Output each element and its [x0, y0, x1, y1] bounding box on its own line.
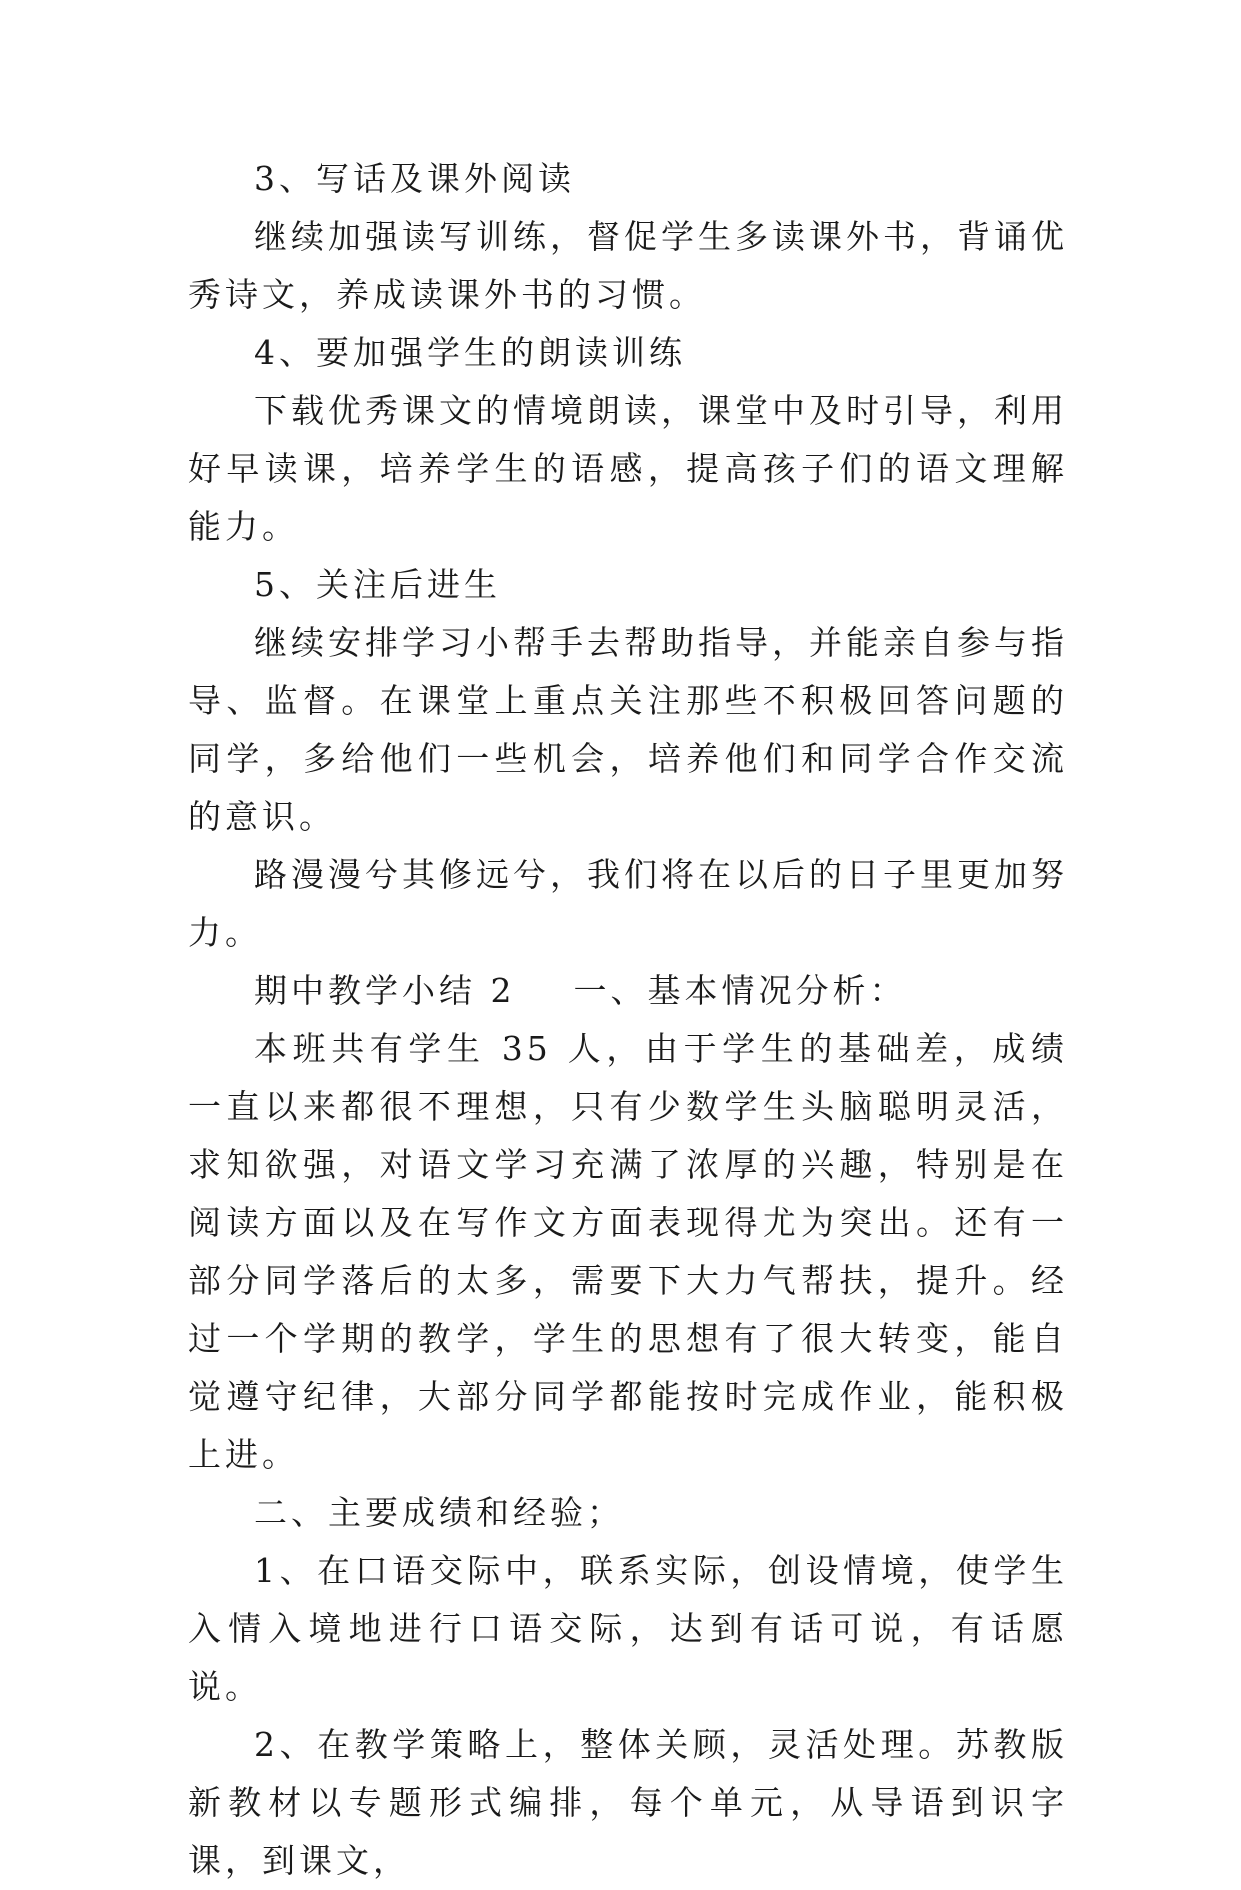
- heading-struggling-students: 5、关注后进生: [254, 565, 501, 604]
- paragraph-class-overview: 本班共有学生 35 人，由于学生的基础差，成绩一直以来都很不理想，只有少数学生头脑聪明灵活，求知欲强，对语文学习充满了浓厚的兴趣，特别是在阅读方面以及在写作文方面表现得尤为突出。还有一部分同学落后的太多，需要下大力气帮扶，提升。经过一个学期的教学，学生的思想有了很大转变，能自觉遵守纪律，大部分同学都能按时完成作业，能积极上进。: [188, 1029, 1068, 1474]
- section-title: 期中教学小结 2: [254, 971, 516, 1010]
- paragraph-teaching-strategy: 2、在教学策略上，整体关顾，灵活处理。苏教版新教材以专题形式编排，每个单元，从导语到识字课，到课文，: [188, 1725, 1068, 1880]
- document-body: [188, 150, 1068, 1890]
- heading-writing-reading: 3、写话及课外阅读: [254, 159, 575, 198]
- paragraph-closing: 路漫漫兮其修远兮，我们将在以后的日子里更加努力。: [188, 855, 1068, 952]
- paragraph-recitation: 下载优秀课文的情境朗读，课堂中及时引导，利用好早读课，培养学生的语感，提高孩子们的语文理解能力。: [188, 391, 1068, 546]
- paragraph-struggling-students: 继续安排学习小帮手去帮助指导，并能亲自参与指导、监督。在课堂上重点关注那些不积极回答问题的同学，多给他们一些机会，培养他们和同学合作交流的意识。: [188, 623, 1068, 836]
- paragraph-oral-communication: 1、在口语交际中，联系实际，创设情境，使学生入情入境地进行口语交际，达到有话可说，有话愿说。: [188, 1551, 1068, 1706]
- heading-recitation: 4、要加强学生的朗读训练: [254, 333, 686, 372]
- section-heading-line: [188, 962, 1068, 1020]
- heading-achievements: 二、主要成绩和经验；: [254, 1493, 624, 1532]
- section-subtitle: 一、基本情况分析：: [573, 971, 907, 1010]
- paragraph-reading-training: 继续加强读写训练，督促学生多读课外书，背诵优秀诗文，养成读课外书的习惯。: [188, 217, 1068, 314]
